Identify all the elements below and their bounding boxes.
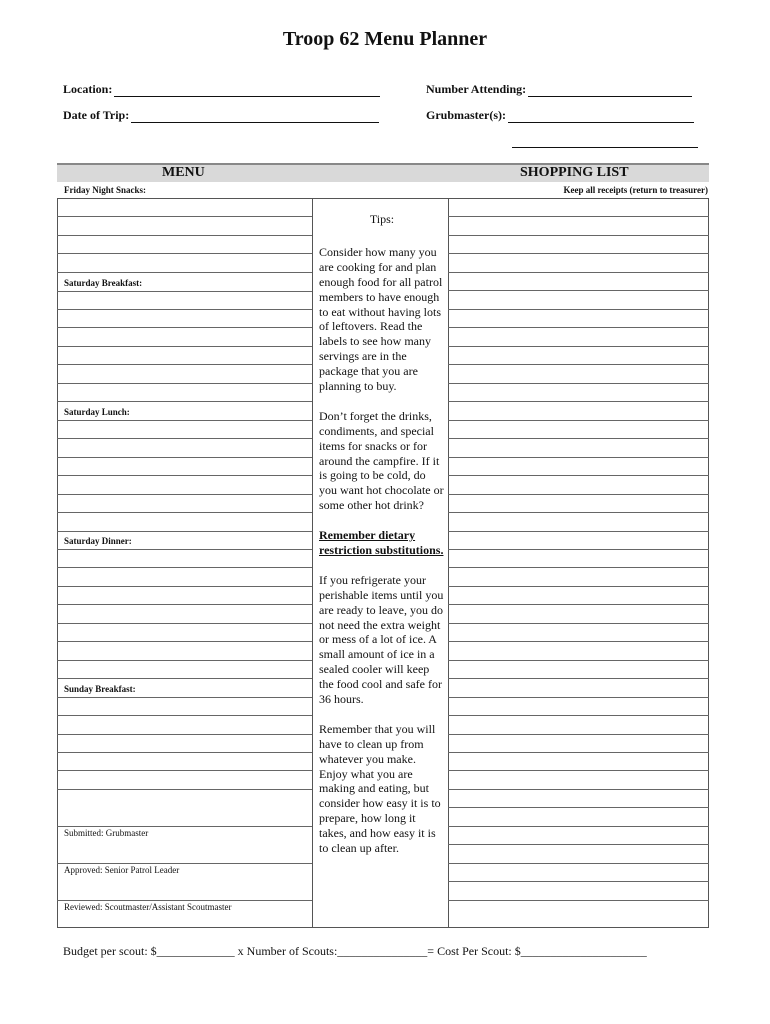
budget-footer: Budget per scout: $_____________ x Number of Scouts:_______________= Cost Per Scout: $_____________________ bbox=[63, 944, 647, 958]
menu-line[interactable] bbox=[57, 475, 312, 476]
shopping-line[interactable] bbox=[448, 697, 709, 698]
attending-input-line[interactable] bbox=[528, 85, 692, 97]
menu-line[interactable] bbox=[57, 826, 312, 827]
shopping-line[interactable] bbox=[448, 567, 709, 568]
menu-line[interactable] bbox=[57, 697, 312, 698]
menu-line[interactable] bbox=[57, 549, 312, 550]
shopping-line[interactable] bbox=[448, 420, 709, 421]
sat-lunch-label: Saturday Lunch: bbox=[64, 407, 130, 417]
date-field[interactable] bbox=[63, 108, 379, 123]
shopping-line[interactable] bbox=[448, 512, 709, 513]
shopping-line[interactable] bbox=[448, 272, 709, 273]
menu-line[interactable] bbox=[57, 863, 312, 864]
shopping-line[interactable] bbox=[448, 401, 709, 402]
menu-line[interactable] bbox=[57, 291, 312, 292]
location-label: Location: bbox=[63, 82, 113, 96]
menu-line[interactable] bbox=[57, 327, 312, 328]
grubmaster-input-line[interactable] bbox=[508, 111, 694, 123]
sun-breakfast-label: Sunday Breakfast: bbox=[64, 684, 136, 694]
sat-dinner-label: Saturday Dinner: bbox=[64, 536, 132, 546]
menu-line[interactable] bbox=[57, 272, 312, 273]
menu-line[interactable] bbox=[57, 420, 312, 421]
tip-ice: If you refrigerate your perishable items until you are ready to leave, you do not need the extra weight or mess of a lot of ice. A small amount of ice in a sealed cooler will keep the food cool and safe for 36 hours. bbox=[319, 572, 444, 707]
menu-line[interactable] bbox=[57, 752, 312, 753]
shopping-line[interactable] bbox=[448, 844, 709, 845]
shopping-line[interactable] bbox=[448, 623, 709, 624]
menu-line[interactable] bbox=[57, 734, 312, 735]
attending-field[interactable] bbox=[426, 82, 692, 97]
menu-line[interactable] bbox=[57, 309, 312, 310]
shopping-line[interactable] bbox=[448, 641, 709, 642]
shopping-line[interactable] bbox=[448, 364, 709, 365]
shopping-line[interactable] bbox=[448, 494, 709, 495]
menu-line[interactable] bbox=[57, 678, 312, 679]
menu-line[interactable] bbox=[57, 604, 312, 605]
menu-line[interactable] bbox=[57, 438, 312, 439]
shopping-line[interactable] bbox=[448, 457, 709, 458]
shopping-line[interactable] bbox=[448, 678, 709, 679]
shopping-line[interactable] bbox=[448, 346, 709, 347]
shopping-heading: SHOPPING LIST bbox=[520, 165, 629, 180]
menu-line[interactable] bbox=[57, 383, 312, 384]
shopping-line[interactable] bbox=[448, 475, 709, 476]
menu-line[interactable] bbox=[57, 900, 312, 901]
grid-divider-left bbox=[312, 198, 313, 928]
menu-line[interactable] bbox=[57, 457, 312, 458]
shopping-line[interactable] bbox=[448, 327, 709, 328]
shopping-line[interactable] bbox=[448, 863, 709, 864]
page-title: Troop 62 Menu Planner bbox=[282, 28, 488, 50]
tips-heading: Tips: bbox=[369, 212, 395, 226]
shopping-line[interactable] bbox=[448, 235, 709, 236]
sat-breakfast-label: Saturday Breakfast: bbox=[64, 278, 143, 288]
tip-dietary: Remember dietary restriction substitutions. bbox=[319, 528, 444, 557]
menu-line[interactable] bbox=[57, 715, 312, 716]
menu-line[interactable] bbox=[57, 216, 312, 217]
location-field[interactable] bbox=[63, 82, 380, 97]
date-input-line[interactable] bbox=[131, 111, 379, 123]
tip-cleanup: Remember that you will have to clean up from whatever you make. Enjoy what you are making and eating, but consider how easy it is to prepare, how long it takes, and how easy it is to clean up after. bbox=[319, 721, 441, 856]
menu-line[interactable] bbox=[57, 346, 312, 347]
shopping-line[interactable] bbox=[448, 586, 709, 587]
menu-line[interactable] bbox=[57, 641, 312, 642]
menu-line[interactable] bbox=[57, 567, 312, 568]
shopping-line[interactable] bbox=[448, 253, 709, 254]
shopping-line[interactable] bbox=[448, 734, 709, 735]
menu-line[interactable] bbox=[57, 623, 312, 624]
shopping-line[interactable] bbox=[448, 900, 709, 901]
grid-divider-right bbox=[448, 198, 449, 928]
menu-line[interactable] bbox=[57, 512, 312, 513]
shopping-line[interactable] bbox=[448, 715, 709, 716]
grubmaster-field[interactable] bbox=[426, 108, 694, 123]
menu-line[interactable] bbox=[57, 770, 312, 771]
friday-snacks-label: Friday Night Snacks: bbox=[64, 185, 147, 195]
date-label: Date of Trip: bbox=[63, 108, 130, 122]
menu-line[interactable] bbox=[57, 253, 312, 254]
menu-line[interactable] bbox=[57, 364, 312, 365]
shopping-line[interactable] bbox=[448, 383, 709, 384]
attending-label: Number Attending: bbox=[426, 82, 527, 96]
shopping-line[interactable] bbox=[448, 216, 709, 217]
tip-portions: Consider how many you are cooking for and plan enough food for all patrol members to have enough to eat without having lots of leftovers. Read the labels to see how many servings are in the package that you are planning to buy. bbox=[319, 244, 443, 394]
shopping-line[interactable] bbox=[448, 290, 709, 291]
menu-line[interactable] bbox=[57, 494, 312, 495]
menu-line[interactable] bbox=[57, 235, 312, 236]
grubmaster-label: Grubmaster(s): bbox=[426, 108, 506, 122]
shopping-line[interactable] bbox=[448, 807, 709, 808]
receipts-note: Keep all receipts (return to treasurer) bbox=[563, 185, 708, 195]
shopping-line[interactable] bbox=[448, 660, 709, 661]
tip-drinks: Don’t forget the drinks, condiments, and special items for snacks or for around the campfire. If it is going to be cold, do you want hot chocolate or some other hot drink? bbox=[319, 408, 444, 513]
menu-heading: MENU bbox=[162, 165, 205, 180]
shopping-line[interactable] bbox=[448, 438, 709, 439]
shopping-line[interactable] bbox=[448, 770, 709, 771]
reviewed-label: Reviewed: Scoutmaster/Assistant Scoutmaster bbox=[64, 902, 232, 912]
location-input-line[interactable] bbox=[114, 85, 380, 97]
shopping-line[interactable] bbox=[448, 826, 709, 827]
shopping-line[interactable] bbox=[448, 604, 709, 605]
grubmaster-extra-line[interactable] bbox=[512, 136, 698, 148]
tips-panel bbox=[319, 212, 445, 871]
approved-label: Approved: Senior Patrol Leader bbox=[64, 865, 180, 875]
shopping-line[interactable] bbox=[448, 531, 709, 532]
submitted-label: Submitted: Grubmaster bbox=[64, 828, 149, 838]
shopping-line[interactable] bbox=[448, 309, 709, 310]
shopping-line[interactable] bbox=[448, 549, 709, 550]
menu-line[interactable] bbox=[57, 401, 312, 402]
shopping-line[interactable] bbox=[448, 789, 709, 790]
menu-line[interactable] bbox=[57, 789, 312, 790]
menu-line[interactable] bbox=[57, 531, 312, 532]
shopping-line[interactable] bbox=[448, 881, 709, 882]
shopping-line[interactable] bbox=[448, 752, 709, 753]
menu-line[interactable] bbox=[57, 586, 312, 587]
menu-line[interactable] bbox=[57, 660, 312, 661]
